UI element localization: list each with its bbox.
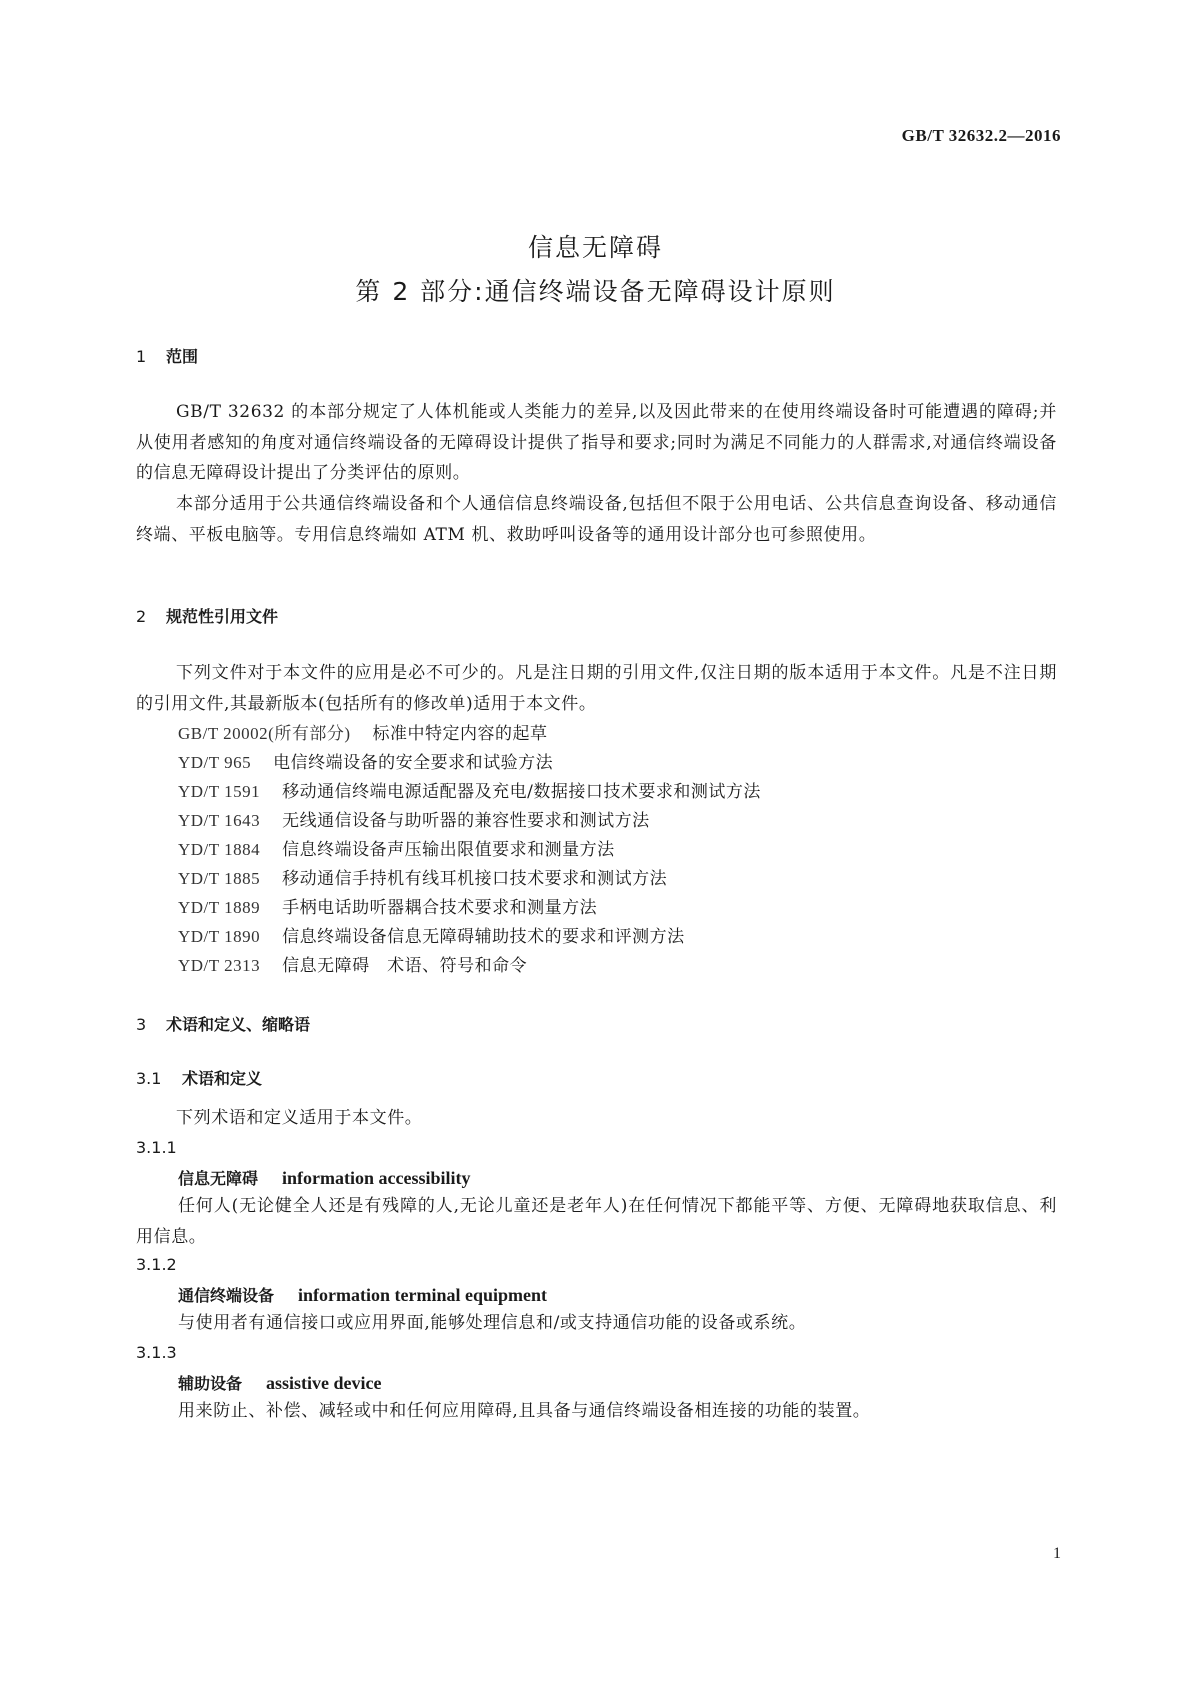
section-number: 3 [136, 1015, 147, 1034]
term-chinese: 信息无障碍 [178, 1169, 259, 1188]
standard-number: GB/T 32632.2—2016 [901, 126, 1061, 145]
reference-title: 移动通信终端电源适配器及充电/数据接口技术要求和测试方法 [282, 782, 761, 802]
reference-item [178, 748, 553, 773]
term-chinese: 辅助设备 [178, 1374, 243, 1393]
reference-code: YD/T 1889 [178, 898, 261, 917]
term-entry [178, 1371, 382, 1394]
reference-item [178, 777, 761, 802]
reference-code: YD/T 2313 [178, 956, 261, 975]
reference-code: YD/T 965 [178, 753, 252, 772]
reference-item [178, 864, 667, 889]
term-english: assistive device [266, 1373, 382, 1393]
term-definition: 任何人(无论健全人还是有残障的人,无论儿童还是老年人)在任何情况下都能平等、方便、无障碍地获取信息、利用信息。 [136, 1196, 1057, 1247]
scope-paragraph-1: GB/T 32632 的本部分规定了人体机能或人类能力的差异,以及因此带来的在使用终端设备时可能遭遇的障碍;并从使用者感知的角度对通信终端设备的无障碍设计提供了指导和要求;同时为满足不同能力的人群需求,对通信终端设备的信息无障碍设计提出了分类评估的原则。 [136, 402, 1057, 483]
reference-title: 无线通信设备与助听器的兼容性要求和测试方法 [282, 811, 650, 831]
reference-title: 信息无障碍 术语、符号和命令 [282, 956, 528, 976]
section-number: 2 [136, 607, 147, 626]
reference-code: YD/T 1884 [178, 840, 261, 859]
reference-title: 信息终端设备声压输出限值要求和测量方法 [282, 840, 615, 860]
reference-item [178, 893, 597, 918]
reference-item [178, 719, 548, 744]
term-english: information terminal equipment [298, 1285, 548, 1305]
document-title-part: 第 2 部分:通信终端设备无障碍设计原则 [355, 277, 836, 306]
term-english: information accessibility [282, 1168, 471, 1188]
reference-code: YD/T 1890 [178, 927, 261, 946]
term-definition: 用来防止、补偿、减轻或中和任何应用障碍,且具备与通信终端设备相连接的功能的装置。 [178, 1401, 871, 1421]
section-3-1-heading [136, 1066, 262, 1089]
reference-title: 移动通信手持机有线耳机接口技术要求和测试方法 [282, 869, 668, 889]
reference-item [178, 951, 527, 976]
scope-paragraph-2: 本部分适用于公共通信终端设备和个人通信信息终端设备,包括但不限于公用电话、公共信息查询设备、移动通信终端、平板电脑等。专用信息终端如 ATM 机、救助呼叫设备等的通用设计部分也可参照使用。 [136, 494, 1057, 545]
term-entry [178, 1283, 547, 1306]
reference-item [178, 806, 650, 831]
references-intro: 下列文件对于本文件的应用是必不可少的。凡是注日期的引用文件,仅注日期的版本适用于本文件。凡是不注日期的引用文件,其最新版本(包括所有的修改单)适用于本文件。 [136, 663, 1057, 714]
document-title-main: 信息无障碍 [527, 233, 663, 262]
term-number: 3.1.3 [136, 1343, 177, 1362]
section-title: 术语和定义、缩略语 [166, 1015, 311, 1034]
reference-item [178, 922, 685, 947]
reference-code: GB/T 20002(所有部分) [178, 724, 351, 743]
reference-title: 标准中特定内容的起草 [372, 724, 548, 744]
reference-code: YD/T 1643 [178, 811, 261, 830]
term-chinese: 通信终端设备 [178, 1286, 275, 1305]
section-number: 3.1 [136, 1069, 162, 1088]
section-number: 1 [136, 347, 147, 366]
reference-title: 电信终端设备的安全要求和试验方法 [273, 753, 554, 773]
reference-item [178, 835, 615, 860]
reference-code: YD/T 1885 [178, 869, 261, 888]
section-title: 术语和定义 [182, 1069, 263, 1088]
reference-title: 信息终端设备信息无障碍辅助技术的要求和评测方法 [282, 927, 685, 947]
section-title: 规范性引用文件 [166, 607, 279, 626]
terms-intro: 下列术语和定义适用于本文件。 [176, 1108, 423, 1128]
page-number: 1 [1053, 1545, 1061, 1562]
term-definition: 与使用者有通信接口或应用界面,能够处理信息和/或支持通信功能的设备或系统。 [178, 1313, 807, 1333]
section-3-heading [136, 1012, 310, 1035]
section-1-heading [136, 344, 198, 367]
section-title: 范围 [166, 347, 199, 366]
reference-code: YD/T 1591 [178, 782, 261, 801]
term-number: 3.1.2 [136, 1255, 177, 1274]
term-entry [178, 1166, 471, 1189]
section-2-heading [136, 604, 278, 627]
reference-title: 手柄电话助听器耦合技术要求和测量方法 [282, 898, 598, 918]
term-number: 3.1.1 [136, 1138, 177, 1157]
